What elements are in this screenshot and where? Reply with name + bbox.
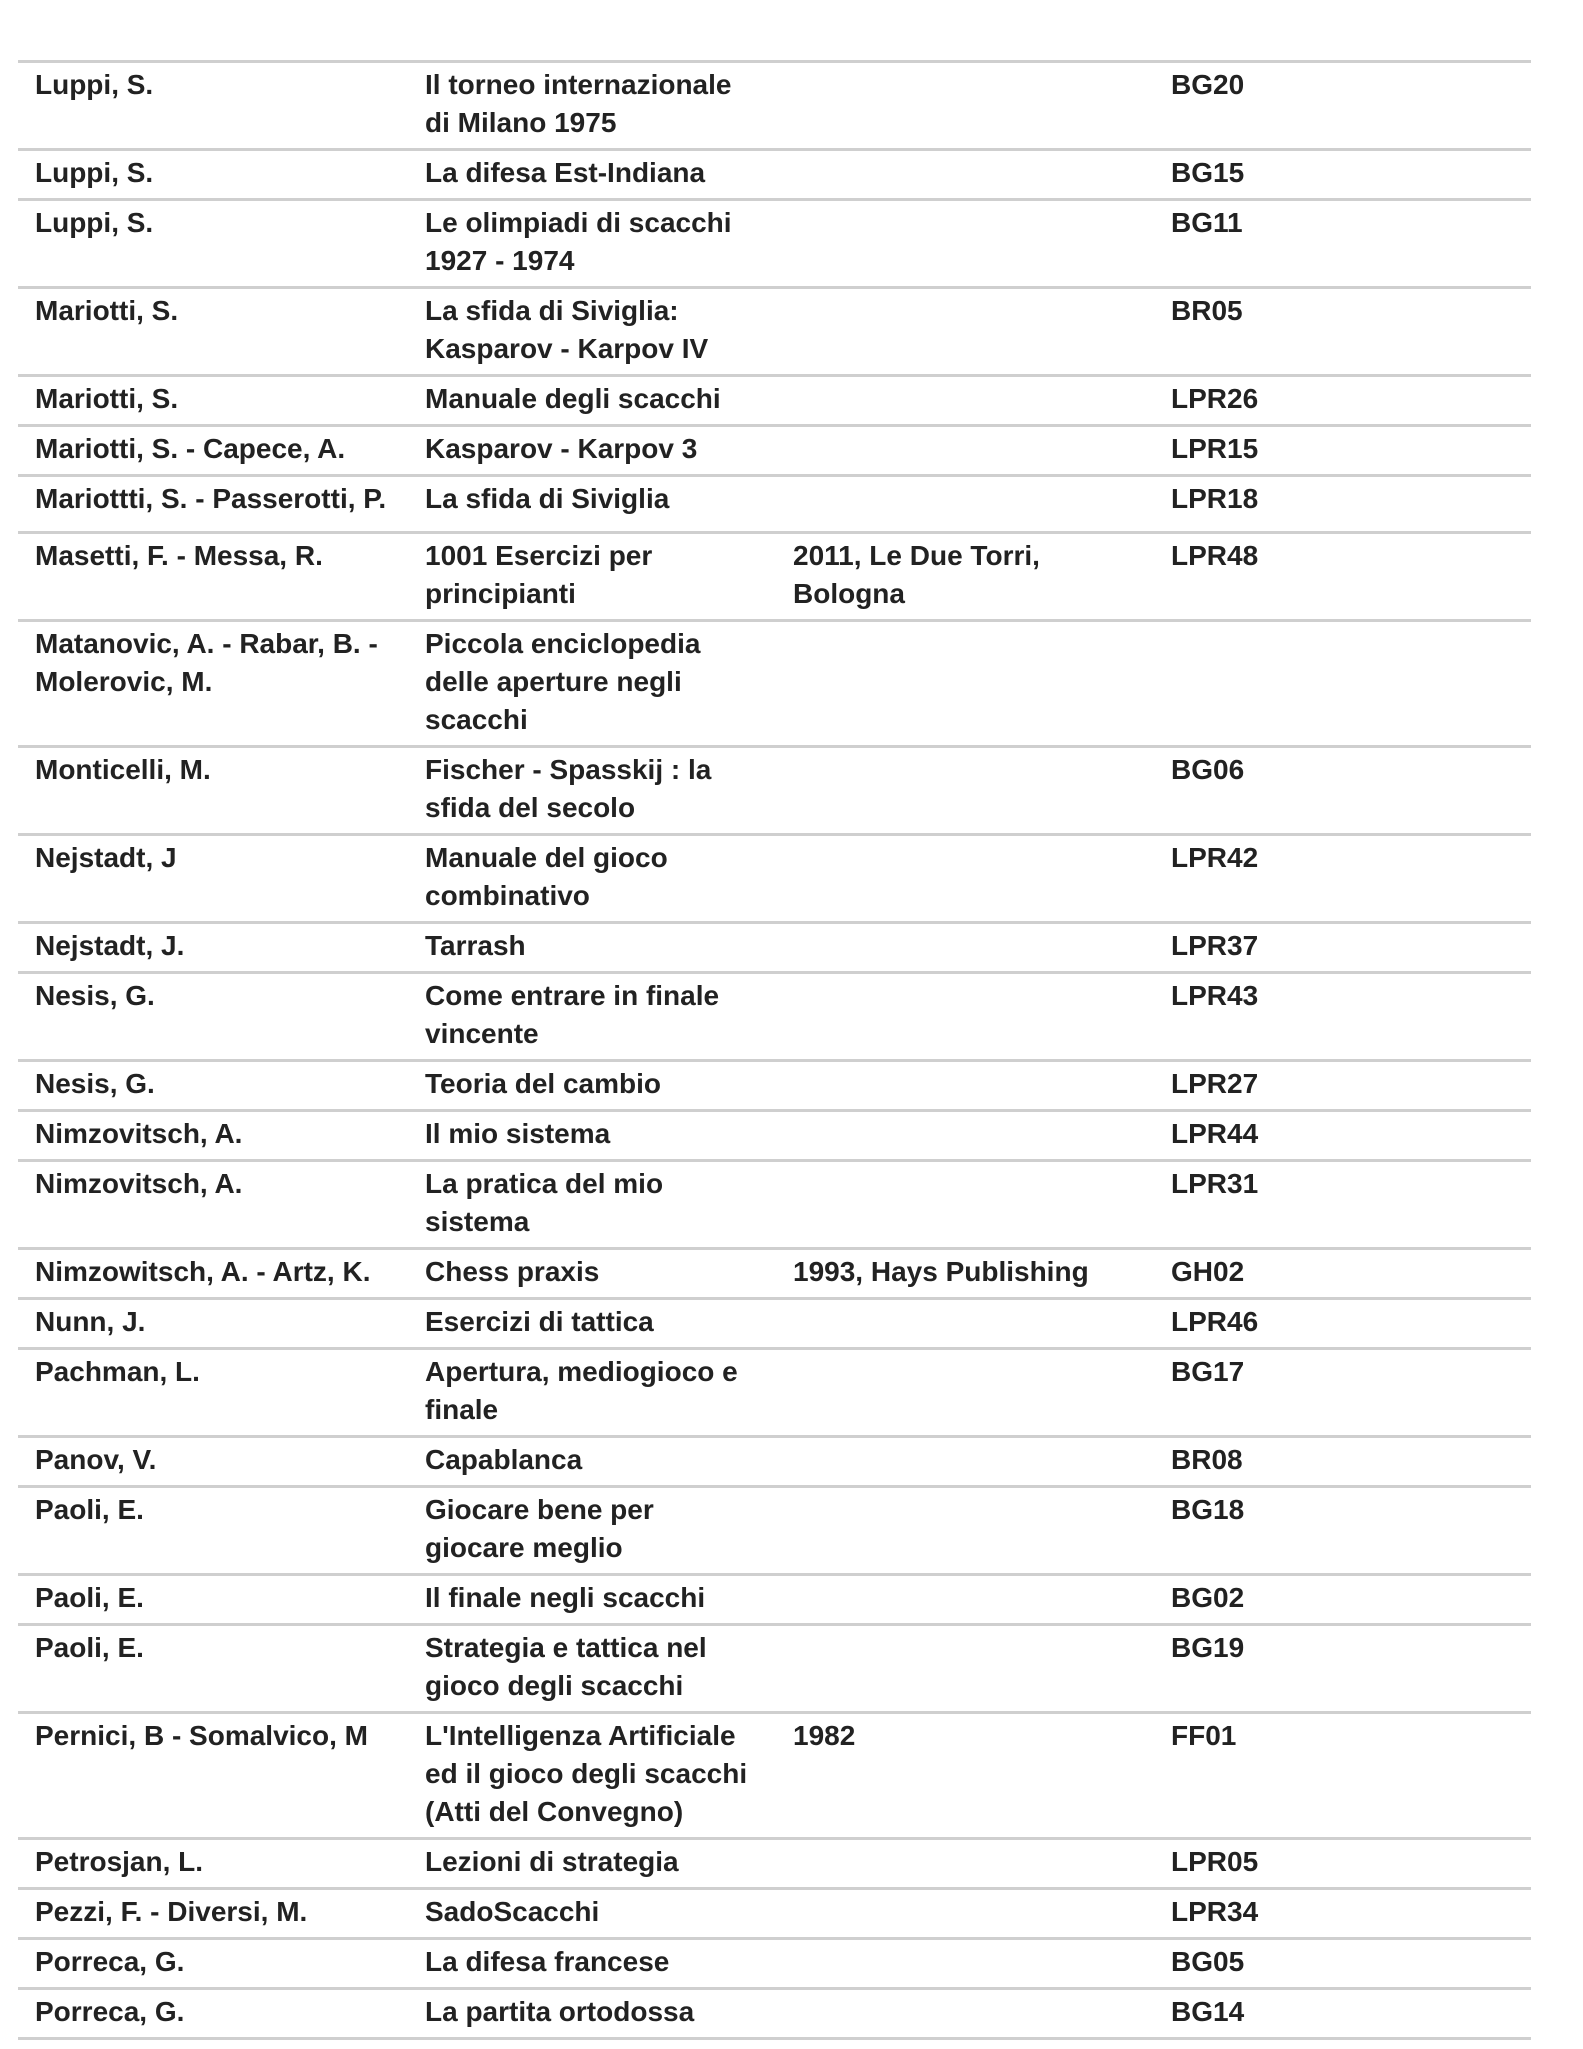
- author-cell: Mariotti, S. - Capece, A.: [35, 433, 346, 464]
- publisher-cell: [776, 1065, 1154, 1103]
- title-cell: Kasparov - Karpov 3: [425, 433, 698, 464]
- publisher-cell: [776, 1303, 1154, 1341]
- table-row: [18, 377, 1531, 427]
- author-cell: Nimzovitsch, A.: [35, 1168, 243, 1199]
- publisher-cell: 2011, Le Due Torri, Bologna: [793, 540, 1040, 609]
- publisher-cell: [776, 1943, 1154, 1981]
- book-catalog-table: [18, 60, 1531, 2040]
- publisher-cell: 1982: [793, 1720, 856, 1751]
- publisher-cell: [776, 204, 1154, 280]
- table-row: [18, 836, 1531, 924]
- author-cell: Pernici, B - Somalvico, M: [35, 1720, 368, 1751]
- author-cell: Paoli, E.: [35, 1494, 144, 1525]
- publisher-cell: [776, 927, 1154, 965]
- shelf-code-cell: BG20: [1171, 69, 1245, 100]
- title-cell: Il finale negli scacchi: [425, 1582, 706, 1613]
- table-row: [18, 1350, 1531, 1438]
- title-cell: Apertura, mediogioco e finale: [425, 1356, 738, 1425]
- title-cell: La sfida di Siviglia: [425, 483, 670, 514]
- publisher-cell: [776, 839, 1154, 915]
- title-cell: La sfida di Siviglia: Kasparov - Karpov IV: [425, 295, 709, 364]
- publisher-cell: [776, 380, 1154, 418]
- publisher-cell: [776, 480, 1154, 525]
- title-cell: L'Intelligenza Artificiale ed il gioco degli scacchi (Atti del Convegno): [425, 1720, 748, 1827]
- shelf-code-cell: LPR15: [1171, 433, 1259, 464]
- shelf-code-cell: LPR48: [1171, 540, 1259, 571]
- shelf-code-cell: LPR27: [1171, 1068, 1259, 1099]
- publisher-cell: [776, 1165, 1154, 1241]
- publisher-cell: [776, 1491, 1154, 1567]
- table-row: [18, 1488, 1531, 1576]
- title-cell: Esercizi di tattica: [425, 1306, 654, 1337]
- author-cell: Pachman, L.: [35, 1356, 200, 1387]
- author-cell: Nimzovitsch, A.: [35, 1118, 243, 1149]
- table-row: [18, 1438, 1531, 1488]
- title-cell: Piccola enciclopedia delle aperture negli scacchi: [425, 628, 701, 735]
- author-cell: Monticelli, M.: [35, 754, 211, 785]
- shelf-code-cell: BG14: [1171, 1996, 1245, 2027]
- title-cell: La difesa Est-Indiana: [425, 157, 706, 188]
- author-cell: Nejstadt, J: [35, 842, 177, 873]
- table-row: [18, 63, 1531, 151]
- table-row: [18, 1162, 1531, 1250]
- table-row: [18, 1940, 1531, 1990]
- author-cell: Nunn, J.: [35, 1306, 146, 1337]
- author-cell: Pezzi, F. - Diversi, M.: [35, 1896, 308, 1927]
- publisher-cell: [776, 1441, 1154, 1479]
- title-cell: Capablanca: [425, 1444, 583, 1475]
- title-cell: Il torneo internazionale di Milano 1975: [425, 69, 732, 138]
- table-row: [18, 151, 1531, 201]
- title-cell: Le olimpiadi di scacchi 1927 - 1974: [425, 207, 732, 276]
- publisher-cell: [776, 1629, 1154, 1705]
- shelf-code-cell: LPR26: [1171, 383, 1259, 414]
- title-cell: Manuale del gioco combinativo: [425, 842, 668, 911]
- author-cell: Porreca, G.: [35, 1946, 185, 1977]
- table-row: [18, 1300, 1531, 1350]
- author-cell: Panov, V.: [35, 1444, 157, 1475]
- publisher-cell: [776, 1353, 1154, 1429]
- author-cell: Porreca, G.: [35, 1996, 185, 2027]
- publisher-cell: [776, 977, 1154, 1053]
- shelf-code-cell: BG17: [1171, 1356, 1245, 1387]
- shelf-code-cell: BR08: [1171, 1444, 1243, 1475]
- table-row: [18, 534, 1531, 622]
- table-row: [18, 622, 1531, 748]
- shelf-code-cell: BG05: [1171, 1946, 1245, 1977]
- publisher-cell: [776, 751, 1154, 827]
- table-row: [18, 1714, 1531, 1840]
- title-cell: 1001 Esercizi per principianti: [425, 540, 653, 609]
- author-cell: Nimzowitsch, A. - Artz, K.: [35, 1256, 371, 1287]
- author-cell: Mariotti, S.: [35, 295, 179, 326]
- title-cell: Manuale degli scacchi: [425, 383, 721, 414]
- table-row: [18, 1890, 1531, 1940]
- title-cell: Il mio sistema: [425, 1118, 611, 1149]
- shelf-code-cell: BG11: [1171, 207, 1243, 238]
- shelf-code-cell: [1154, 625, 1531, 739]
- shelf-code-cell: LPR34: [1171, 1896, 1259, 1927]
- shelf-code-cell: FF01: [1171, 1720, 1237, 1751]
- publisher-cell: [776, 1893, 1154, 1931]
- table-row: [18, 1112, 1531, 1162]
- title-cell: Come entrare in finale vincente: [425, 980, 720, 1049]
- title-cell: Lezioni di strategia: [425, 1846, 679, 1877]
- publisher-cell: [776, 66, 1154, 142]
- publisher-cell: [776, 154, 1154, 192]
- table-row: [18, 1062, 1531, 1112]
- publisher-cell: [776, 1993, 1154, 2031]
- author-cell: Nesis, G.: [35, 1068, 155, 1099]
- publisher-cell: [776, 1579, 1154, 1617]
- shelf-code-cell: LPR37: [1171, 930, 1259, 961]
- table-row: [18, 1576, 1531, 1626]
- publisher-cell: 1993, Hays Publishing: [793, 1256, 1089, 1287]
- title-cell: Chess praxis: [425, 1256, 600, 1287]
- table-row: [18, 427, 1531, 477]
- shelf-code-cell: LPR42: [1171, 842, 1259, 873]
- shelf-code-cell: LPR44: [1171, 1118, 1259, 1149]
- shelf-code-cell: LPR46: [1171, 1306, 1259, 1337]
- author-cell: Matanovic, A. - Rabar, B. - Molerovic, M.: [35, 628, 378, 697]
- shelf-code-cell: LPR18: [1171, 483, 1259, 514]
- author-cell: Paoli, E.: [35, 1632, 144, 1663]
- title-cell: Teoria del cambio: [425, 1068, 661, 1099]
- table-row: [18, 289, 1531, 377]
- shelf-code-cell: GH02: [1171, 1256, 1245, 1287]
- title-cell: SadoScacchi: [425, 1896, 600, 1927]
- shelf-code-cell: BG02: [1171, 1582, 1245, 1613]
- shelf-code-cell: BG18: [1171, 1494, 1245, 1525]
- title-cell: La pratica del mio sistema: [425, 1168, 664, 1237]
- author-cell: Luppi, S.: [35, 207, 154, 238]
- title-cell: La partita ortodossa: [425, 1996, 695, 2027]
- author-cell: Paoli, E.: [35, 1582, 144, 1613]
- shelf-code-cell: BG15: [1171, 157, 1245, 188]
- shelf-code-cell: LPR43: [1171, 980, 1259, 1011]
- author-cell: Petrosjan, L.: [35, 1846, 204, 1877]
- publisher-cell: [776, 1115, 1154, 1153]
- title-cell: La difesa francese: [425, 1946, 670, 1977]
- publisher-cell: [776, 430, 1154, 468]
- publisher-cell: [776, 625, 1154, 739]
- publisher-cell: [776, 292, 1154, 368]
- table-row: [18, 1990, 1531, 2040]
- shelf-code-cell: BR05: [1171, 295, 1243, 326]
- title-cell: Strategia e tattica nel gioco degli scacchi: [425, 1632, 707, 1701]
- author-cell: Nejstadt, J.: [35, 930, 185, 961]
- table-row: [18, 1840, 1531, 1890]
- author-cell: Mariotti, S.: [35, 383, 179, 414]
- shelf-code-cell: BG06: [1171, 754, 1245, 785]
- table-row: [18, 1626, 1531, 1714]
- table-row: [18, 477, 1531, 534]
- title-cell: Tarrash: [425, 930, 526, 961]
- author-cell: Luppi, S.: [35, 157, 154, 188]
- author-cell: Nesis, G.: [35, 980, 155, 1011]
- title-cell: Giocare bene per giocare meglio: [425, 1494, 654, 1563]
- shelf-code-cell: LPR31: [1171, 1168, 1259, 1199]
- table-row: [18, 974, 1531, 1062]
- title-cell: Fischer - Spasskij : la sfida del secolo: [425, 754, 712, 823]
- table-row: [18, 748, 1531, 836]
- shelf-code-cell: LPR05: [1171, 1846, 1259, 1877]
- author-cell: Luppi, S.: [35, 69, 154, 100]
- author-cell: Mariottti, S. - Passerotti, P.: [35, 483, 387, 514]
- shelf-code-cell: BG19: [1171, 1632, 1245, 1663]
- table-row: [18, 1250, 1531, 1300]
- table-row: [18, 924, 1531, 974]
- author-cell: Masetti, F. - Messa, R.: [35, 540, 323, 571]
- table-row: [18, 201, 1531, 289]
- publisher-cell: [776, 1843, 1154, 1881]
